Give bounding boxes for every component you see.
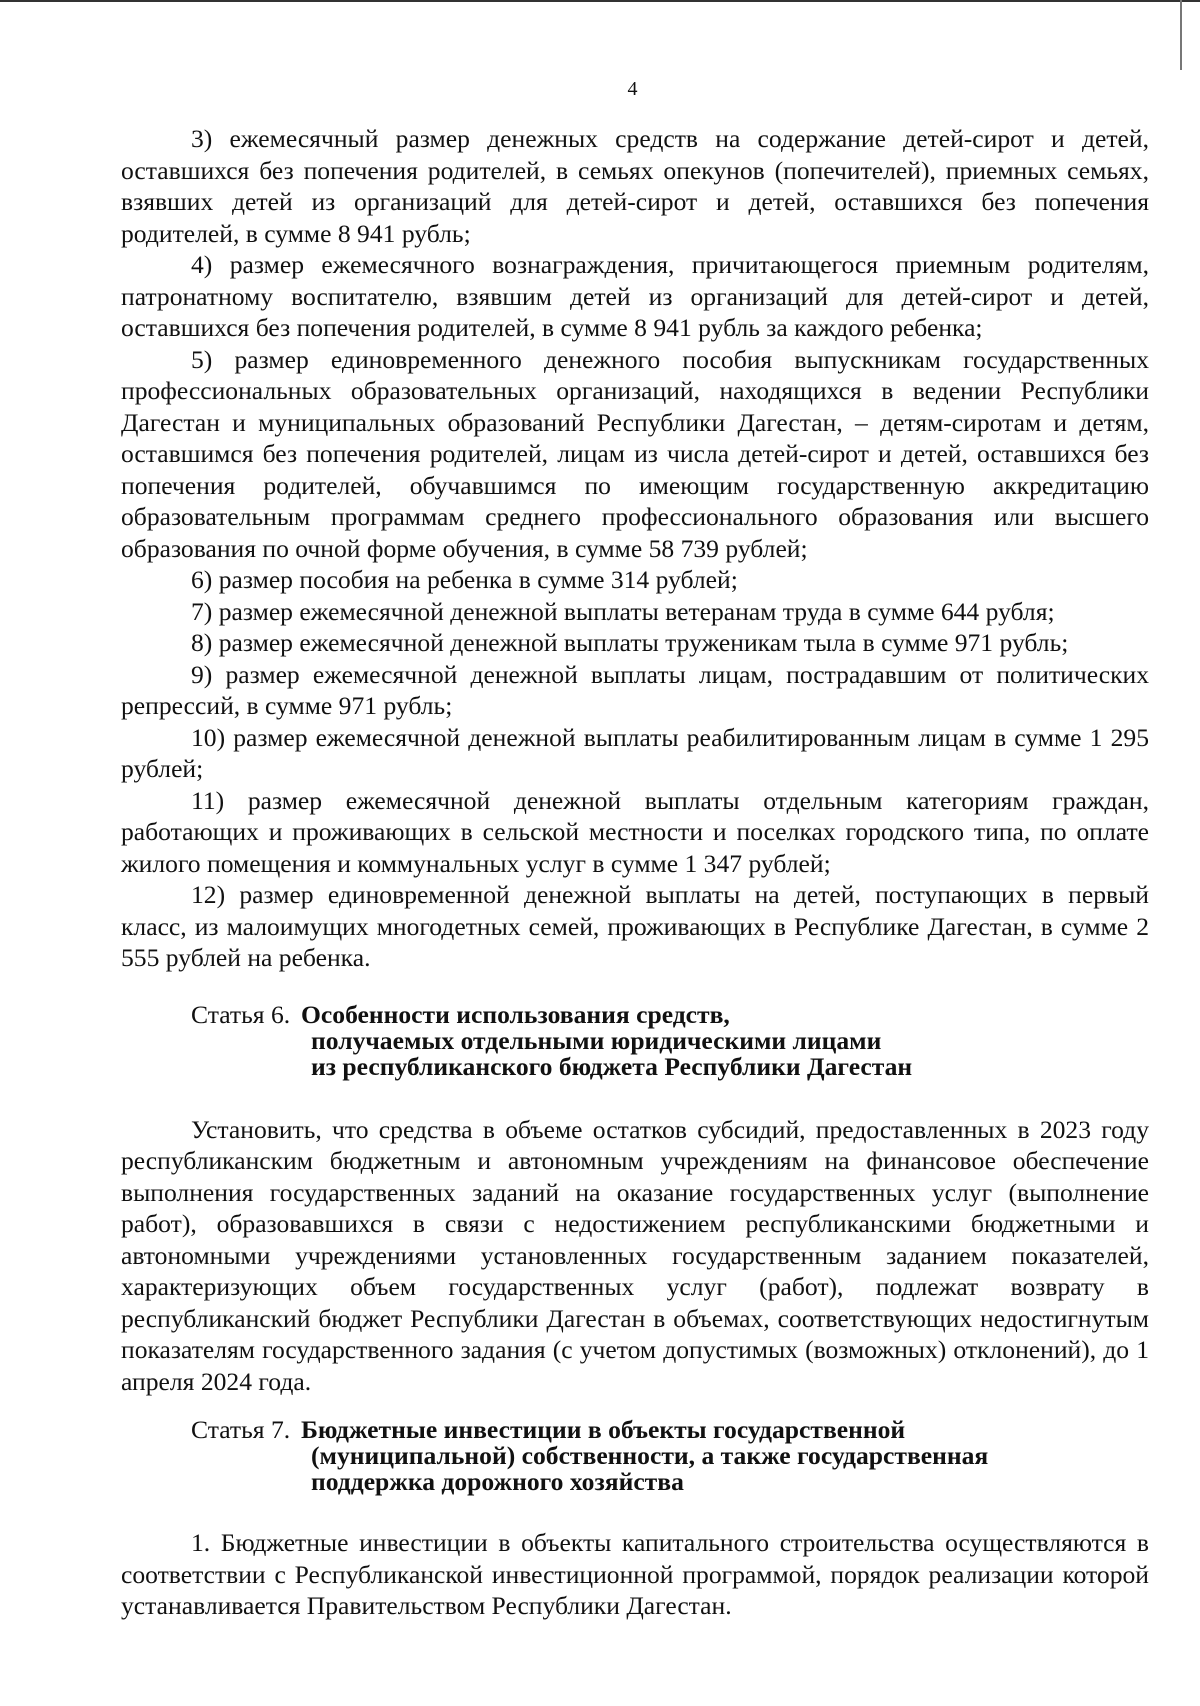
article-title-line: Особенности использования средств, (301, 999, 730, 1029)
page-number: 4 (627, 78, 638, 100)
article-title-line: (муниципальной) собственности, а также государственная (311, 1441, 989, 1470)
list-item: 3) ежемесячный размер денежных средств на содержание детей-сирот и детей, оставшихся без попечения родителей, в семьях опекунов (попечителей), приемных семьях, взявших детей из организаций для детей-сирот и детей, оставшихся без попечения родителей, в сумме 8 941 рубль; (121, 124, 1149, 248)
article-title-line: Бюджетные инвестиции в объекты государственной (301, 1415, 906, 1444)
list-item: 5) размер единовременного денежного пособия выпускникам государственных профессиональных образовательных организаций, находящихся в ведении Республики Дагестан и муниципальных образований Республики Дагестан, – детям-сиротам и детям, оставшимся без попечения родителей, лицам из числа детей-сирот и детей, оставшихся без попечения родителей, обучавшимся по имеющим государственную аккредитацию образовательным программам среднего профессионального образования или высшего образования по очной форме обучения, в сумме 58 739 рублей; (121, 344, 1149, 563)
article-6-heading (121, 999, 1149, 1081)
article-title-line: из республиканского бюджета Республики Дагестан (311, 1051, 913, 1081)
list-item: 7) размер ежемесячной денежной выплаты ветеранам труда в сумме 644 рубля; (191, 596, 1055, 626)
list-item: 11) размер ежемесячной денежной выплаты отдельным категориям граждан, работающих и проживающих в сельской местности и поселках городского типа, по оплате жилого помещения и коммунальных услуг в сумме 1 347 рублей; (121, 785, 1149, 878)
list-item: 10) размер ежемесячной денежной выплаты реабилитированным лицам в сумме 1 295 рублей; (121, 722, 1149, 783)
list-item: 6) размер пособия на ребенка в сумме 314 рублей; (191, 565, 738, 594)
scan-edge-right (1180, 0, 1182, 70)
article-label: Статья 7. (191, 1415, 291, 1444)
article-label: Статья 6. (191, 999, 291, 1029)
list-item: 8) размер ежемесячной денежной выплаты труженикам тыла в сумме 971 рубль; (191, 628, 1069, 657)
article-title-line: поддержка дорожного хозяйства (311, 1467, 684, 1496)
article-7-body: 1. Бюджетные инвестиции в объекты капитального строительства осуществляются в соответствии с Республиканской инвестиционной программой, порядок реализации которой устанавливается Правительством Республики Дагестан. (121, 1528, 1149, 1620)
list-item: 4) размер ежемесячного вознаграждения, причитающегося приемным родителям, патронатному воспитателю, взявшим детей из организаций для детей-сирот и детей, оставшихся без попечения родителей, в сумме 8 941 рубль за каждого ребенка; (121, 250, 1149, 342)
document-body (121, 123, 1149, 1622)
article-7-heading (121, 1417, 1149, 1495)
scan-edge (0, 0, 1200, 2)
article-6-body: Установить, что средства в объеме остатков субсидий, предоставленных в 2023 году республиканским бюджетным и автономным учреждениям на финансовое обеспечение выполнения государственных заданий на оказание государственных услуг (выполнение работ), образовавшихся в связи с недостижением республиканскими бюджетными и автономными учреждениями установленных государственным заданием показателей, характеризующих объем государственных услуг (работ), подлежат возврату в республиканский бюджет Республики Дагестан в объемах, соответствующих недостигнутым показателям государственного задания (с учетом допустимых (возможных) отклонений), до 1 апреля 2024 года. (121, 1114, 1149, 1396)
list-item: 9) размер ежемесячной денежной выплаты лицам, пострадавшим от политических репрессий, в сумме 971 рубль; (121, 659, 1149, 720)
list-item: 12) размер единовременной денежной выплаты на детей, поступающих в первый класс, из малоимущих многодетных семей, проживающих в Республике Дагестан, в сумме 2 555 рублей на ребенка. (121, 880, 1149, 972)
article-title-line: получаемых отдельными юридическими лицами (311, 1025, 882, 1055)
